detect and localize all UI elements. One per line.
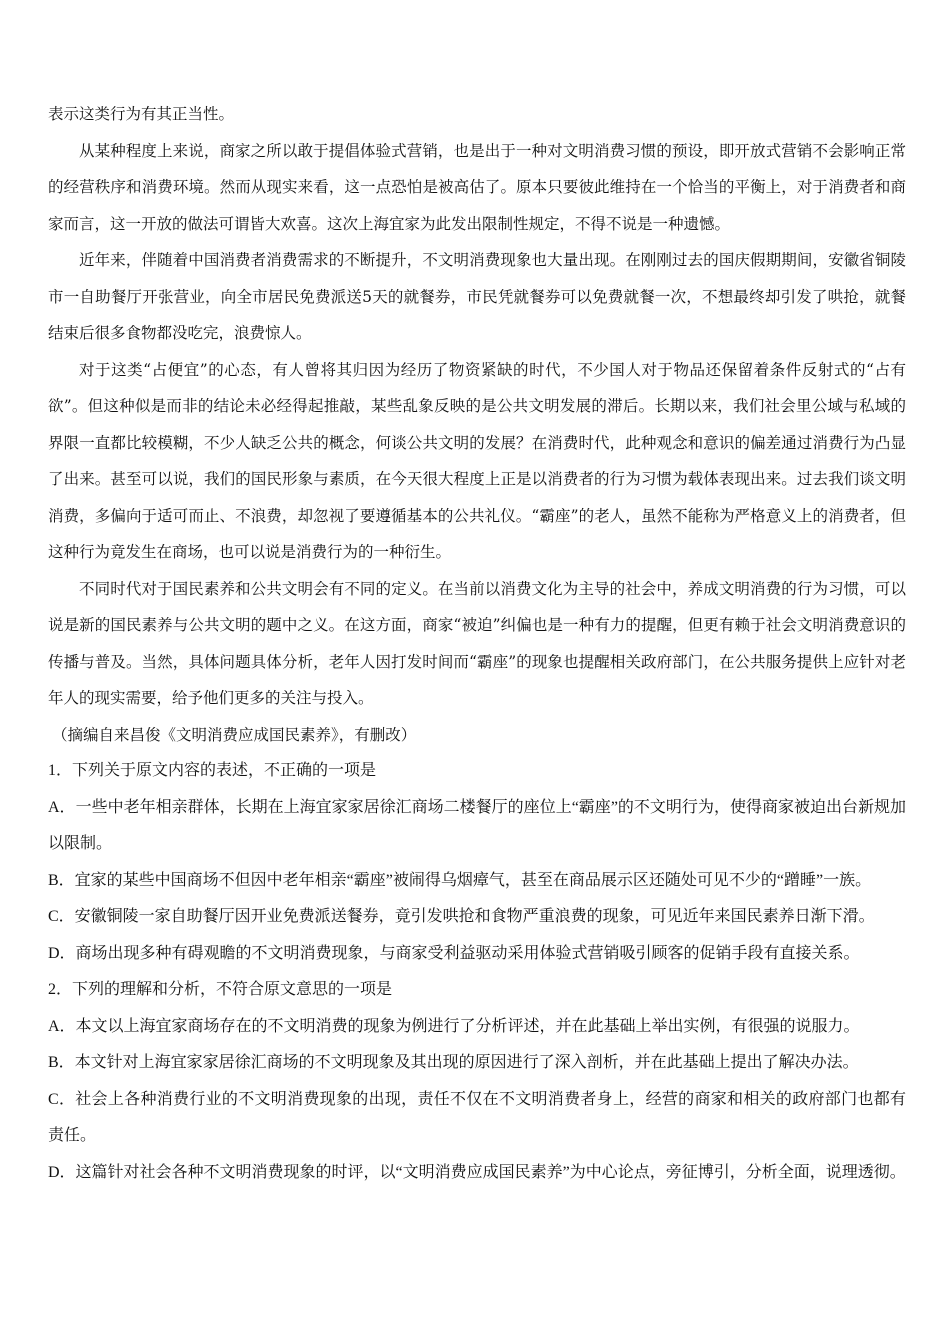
question-option-d: D．这篇针对社会各种不文明消费现象的时评，以“文明消费应成国民素养”为中心论点，旁征博引，分析全面，说理透彻。 bbox=[48, 1163, 906, 1181]
question-option-b: B．本文针对上海宜家家居徐汇商场的不文明现象及其出现的原因进行了深入剖析，并在此基础上提出了解决办法。 bbox=[48, 1054, 859, 1071]
question-option-a: A．本文以上海宜家商场存在的不文明消费的现象为例进行了分析评述，并在此基础上举出实例，有很强的说服力。 bbox=[48, 1017, 860, 1035]
question-option-d: D．商场出现多种有碍观瞻的不文明消费现象，与商家受利益驱动采用体验式营销吸引顾客的促销手段有直接关系。 bbox=[48, 944, 860, 962]
passage-paragraph-1: 表示这类行为有其正当性。 bbox=[48, 105, 235, 123]
question-option-a: A．一些中老年相亲群体，长期在上海宜家家居徐汇商场二楼餐厅的座位上“霸座”的不文明行为，使得商家被迫出台新规加以限制。 bbox=[48, 798, 906, 852]
question-option-c: C．安徽铜陵一家自助餐厅因开业免费派送餐券，竟引发哄抢和食物严重浪费的现象，可见近年来国民素养日渐下滑。 bbox=[48, 908, 875, 925]
document-page bbox=[48, 96, 906, 1191]
question-stem: 2．下列的理解和分析，不符合原文意思的一项是 bbox=[48, 981, 393, 998]
question-option-c: C．社会上各种消费行业的不文明消费现象的出现，责任不仅在不文明消费者身上，经营的商家和相关的政府部门也都有责任。 bbox=[48, 1090, 906, 1144]
passage-paragraph-2: 从某种程度上来说，商家之所以敢于提倡体验式营销，也是出于一种对文明消费习惯的预设，即开放式营销不会影响正常的经营秩序和消费环境。然而从现实来看，这一点恐怕是被高估了。原本只要彼此维持在一个恰当的平衡上，对于消费者和商家而言，这一开放的做法可谓皆大欢喜。这次上海宜家为此发出限制性规定，不得不说是一种遗憾。 bbox=[48, 141, 906, 233]
passage-source: （摘编自来昌俊《文明消费应成国民素养》，有删改） bbox=[52, 725, 417, 744]
passage-paragraph-3: 近年来，伴随着中国消费者消费需求的不断提升，不文明消费现象也大量出现。在刚刚过去的国庆假期期间，安徽省铜陵市一自助餐厅开张营业，向全市居民免费派送5天的就餐券，市民凭就餐券可以免费就餐一次，不想最终却引发了哄抢，就餐结束后很多食物都没吃完，浪费惊人。 bbox=[48, 251, 906, 342]
passage-paragraph-4: 对于这类“占便宜”的心态，有人曾将其归因为经历了物资紧缺的时代，不少国人对于物品还保留着条件反射式的“占有欲”。但这种似是而非的结论未必经得起推敲，某些乱象反映的是公共文明发展的滞后。长期以来，我们社会里公域与私域的界限一直都比较模糊，不少人缺乏公共的概念，何谈公共文明的发展？在消费时代，此种观念和意识的偏差通过消费行为凸显了出来。甚至可以说，我们的国民形象与素质，在今天很大程度上正是以消费者的行为习惯为载体表现出来。过去我们谈文明消费，多偏向于适可而止、不浪费，却忽视了要遵循基本的公共礼仪。“霸座”的老人，虽然不能称为严格意义上的消费者，但这种行为竟发生在商场，也可以说是消费行为的一种衍生。 bbox=[48, 360, 906, 561]
question-stem: 1．下列关于原文内容的表述，不正确的一项是 bbox=[48, 762, 377, 779]
question-1 bbox=[48, 753, 906, 972]
question-2 bbox=[48, 972, 906, 1191]
question-option-b: B．宜家的某些中国商场不但因中老年相亲“霸座”被闹得乌烟瘴气，甚至在商品展示区还随处可见不少的“蹭睡”一族。 bbox=[48, 871, 872, 889]
passage-paragraph-5: 不同时代对于国民素养和公共文明会有不同的定义。在当前以消费文化为主导的社会中，养成文明消费的行为习惯，可以说是新的国民素养与公共文明的题中之义。在这方面，商家“被迫”纠偏也是一种有力的提醒，但更有赖于社会文明消费意识的传播与普及。当然，具体问题具体分析，老年人因打发时间而“霸座”的现象也提醒相关政府部门，在公共服务提供上应针对老年人的现实需要，给予他们更多的关注与投入。 bbox=[48, 579, 906, 707]
